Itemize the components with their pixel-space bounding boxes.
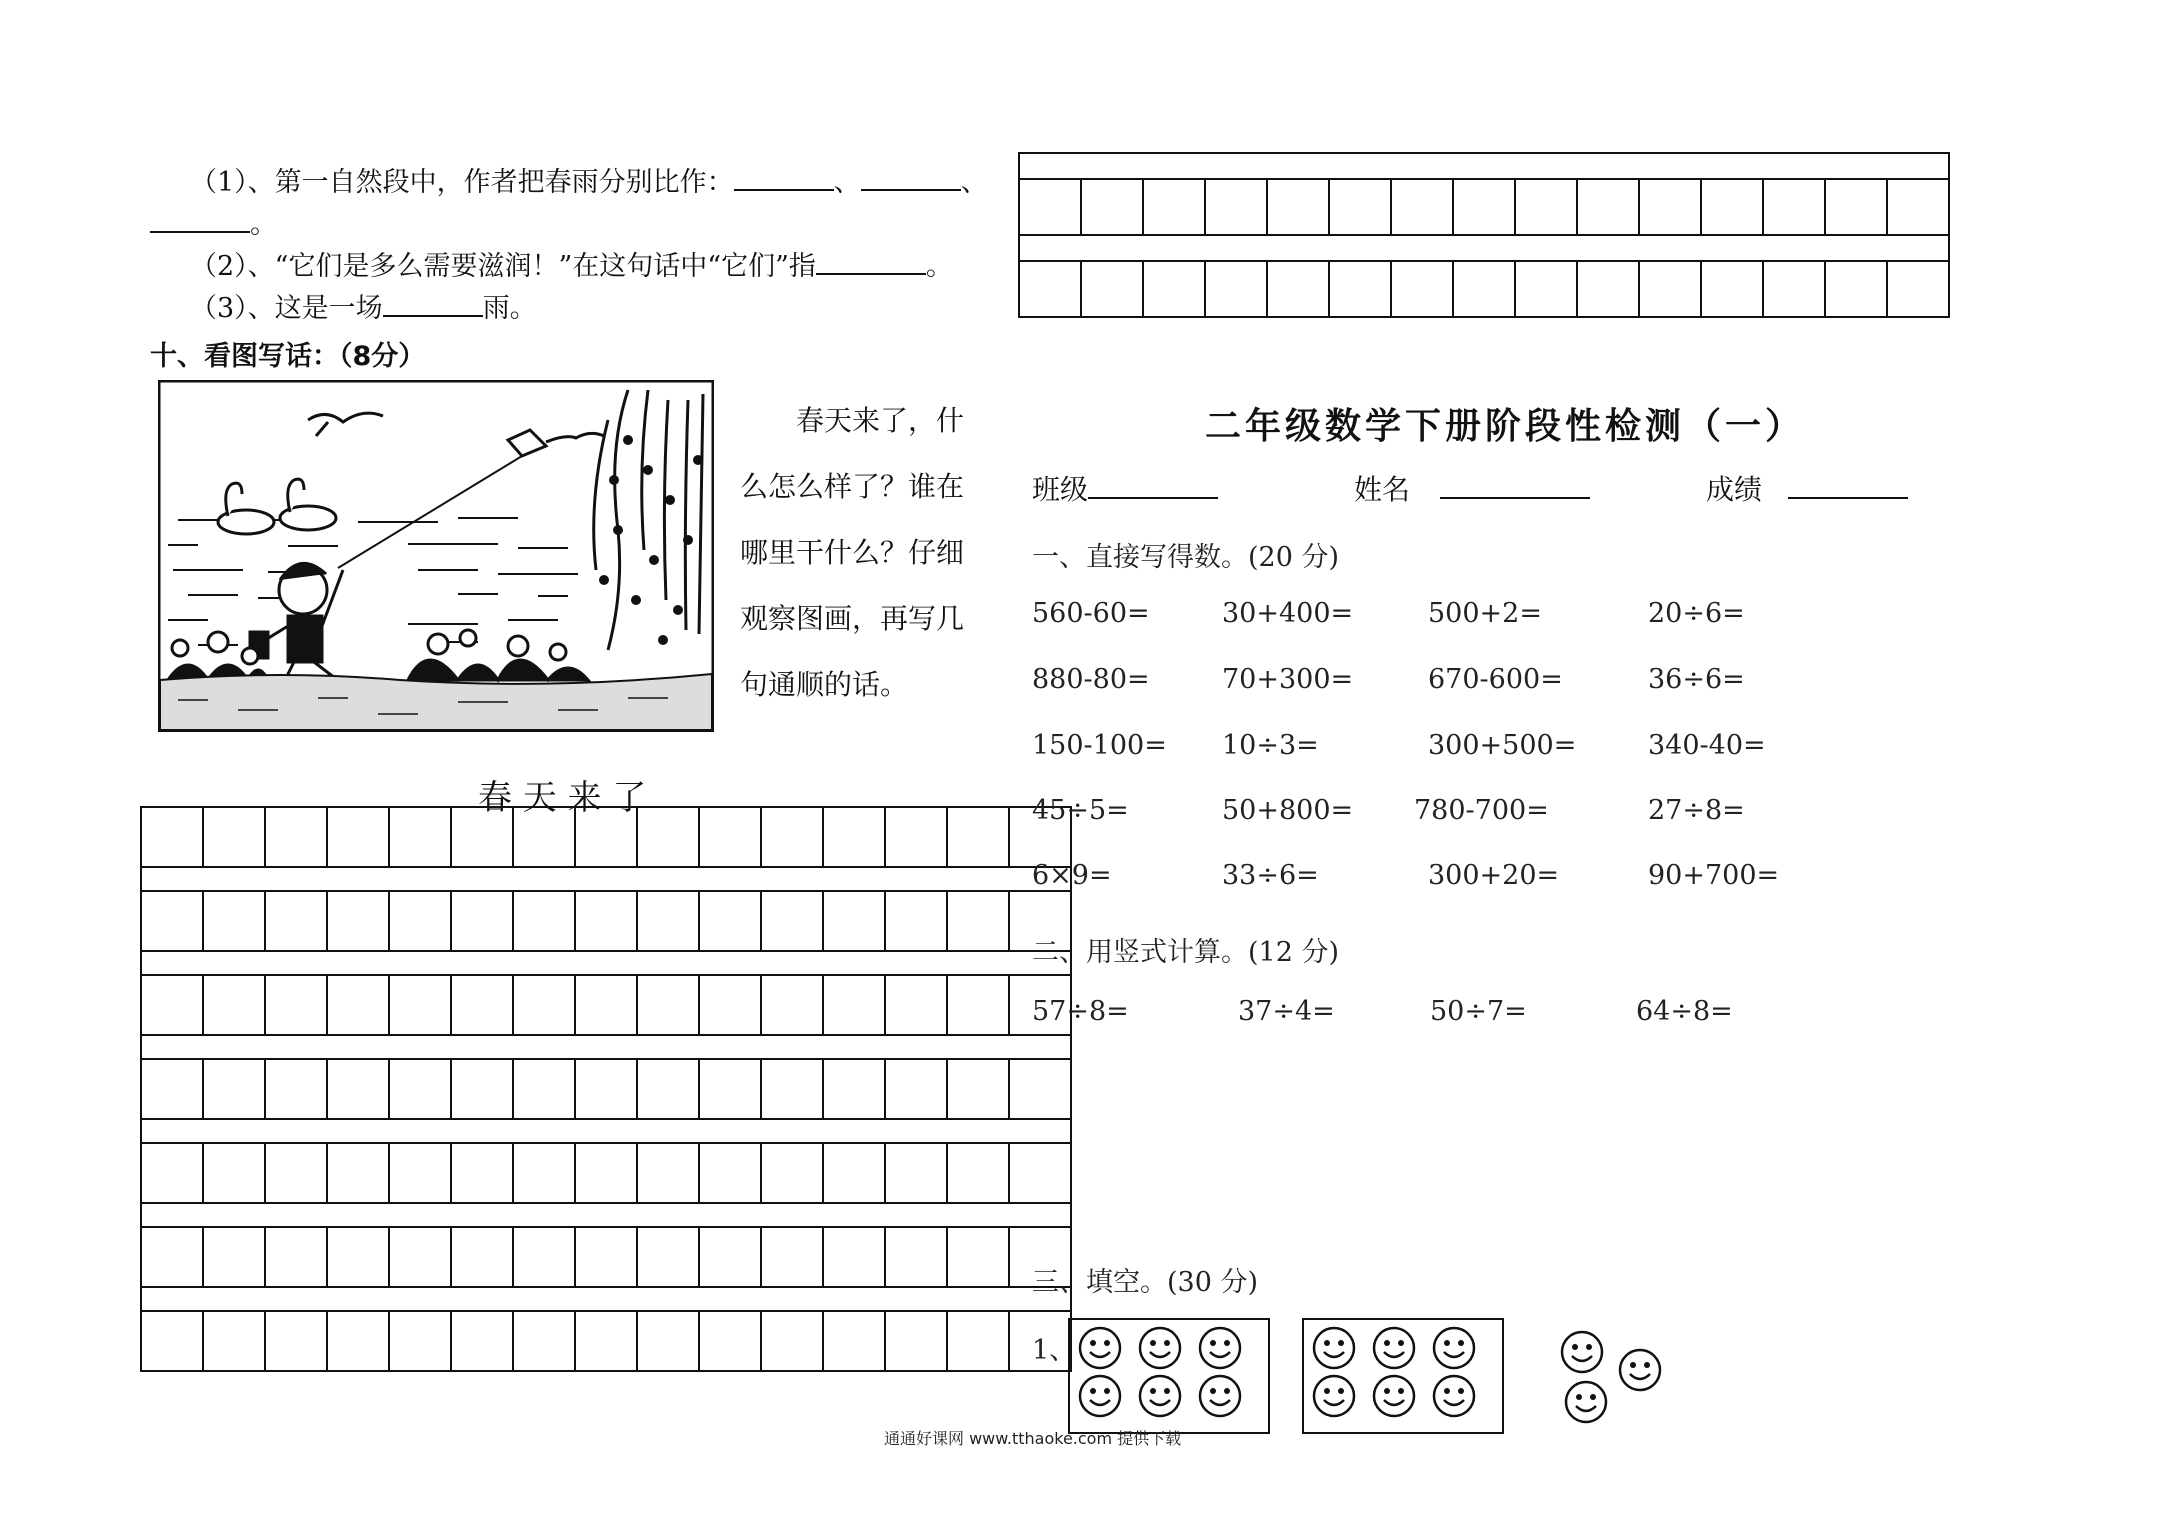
grid-cell[interactable] <box>1266 260 1330 318</box>
smiley-face-icon <box>1138 1374 1182 1422</box>
grid-cell[interactable] <box>202 1226 266 1288</box>
grid-cell[interactable] <box>884 1058 948 1120</box>
q1-blank-1[interactable] <box>734 163 834 191</box>
smiley-face-icon <box>1618 1348 1662 1396</box>
grid-cell[interactable] <box>140 890 204 952</box>
grid-cell[interactable] <box>760 1142 824 1204</box>
grid-cell[interactable] <box>450 974 514 1036</box>
grid-cell[interactable] <box>884 806 948 868</box>
q3-end: 雨。 <box>482 293 537 324</box>
grid-cell[interactable] <box>388 806 452 868</box>
direct-problem: 880-80= <box>1032 664 1150 695</box>
grid-cell[interactable] <box>140 1058 204 1120</box>
grid-cell[interactable] <box>636 890 700 952</box>
grid-cell[interactable] <box>822 890 886 952</box>
grid-cell[interactable] <box>760 1310 824 1372</box>
grid-cell[interactable] <box>1886 178 1950 236</box>
grid-cell[interactable] <box>140 1310 204 1372</box>
q1-sep1: 、 <box>833 167 861 198</box>
direct-problem: 10÷3= <box>1222 730 1319 761</box>
student-name-row <box>1354 468 1590 508</box>
student-score-row <box>1706 468 1908 508</box>
grid-cell[interactable] <box>760 974 824 1036</box>
grid-cell[interactable] <box>264 890 328 952</box>
grid-cell[interactable] <box>388 890 452 952</box>
grid-cell[interactable] <box>636 1226 700 1288</box>
grid-cell[interactable] <box>574 1142 638 1204</box>
q2-text: （2）、“它们是多么需要滋润！”在这句话中“它们”指 <box>190 251 816 282</box>
grid-cell[interactable] <box>512 1226 576 1288</box>
grid-cell[interactable] <box>946 1058 1010 1120</box>
grid-cell[interactable] <box>946 806 1010 868</box>
smiley-face-icon <box>1372 1374 1416 1422</box>
grid-cell[interactable] <box>264 1142 328 1204</box>
direct-problem: 340-40= <box>1648 730 1766 761</box>
direct-problem: 150-100= <box>1032 730 1167 761</box>
direct-problem: 780-700= <box>1414 795 1549 826</box>
grid-cell[interactable] <box>512 890 576 952</box>
grid-cell[interactable] <box>140 1142 204 1204</box>
grid-cell[interactable] <box>822 1058 886 1120</box>
smiley-face-icon <box>1198 1374 1242 1422</box>
grid-cell[interactable] <box>202 1058 266 1120</box>
grid-cell[interactable] <box>326 1310 390 1372</box>
kite-scene-illustration <box>158 380 714 732</box>
grid-row <box>140 1058 1072 1120</box>
grid-cell[interactable] <box>512 1142 576 1204</box>
grid-spacer-strip <box>140 1202 1072 1228</box>
grid-spacer-strip <box>1018 234 1950 262</box>
grid-cell[interactable] <box>388 1310 452 1372</box>
grid-cell[interactable] <box>698 806 762 868</box>
prompt-line-4: 观察图画，再写几 <box>740 602 965 635</box>
smiley-face-icon <box>1312 1326 1356 1374</box>
grid-cell[interactable] <box>140 806 204 868</box>
grid-cell[interactable] <box>388 1226 452 1288</box>
direct-problem: 6×9= <box>1032 860 1112 891</box>
grid-cell[interactable] <box>946 974 1010 1036</box>
grid-cell[interactable] <box>946 1226 1010 1288</box>
direct-problem: 90+700= <box>1648 860 1780 891</box>
grid-cell[interactable] <box>140 974 204 1036</box>
grid-cell[interactable] <box>1018 178 1082 236</box>
grid-cell[interactable] <box>760 806 824 868</box>
grid-row <box>140 1310 1072 1372</box>
prompt-line-1: 春天来了，什 <box>796 404 965 437</box>
vertical-problem-1: 57÷8= <box>1032 996 1129 1027</box>
grid-cell[interactable] <box>636 1058 700 1120</box>
smiley-face-icon <box>1372 1326 1416 1374</box>
vertical-problem-3: 50÷7= <box>1430 996 1527 1027</box>
q1-text: （1）、第一自然段中，作者把春雨分别比作： <box>190 167 734 198</box>
name-field[interactable] <box>1440 471 1590 499</box>
grid-cell[interactable] <box>512 806 576 868</box>
grid-cell[interactable] <box>450 1310 514 1372</box>
prompt-line-5: 句通顺的话。 <box>740 668 909 701</box>
grid-cell[interactable] <box>202 890 266 952</box>
grid-cell[interactable] <box>636 1310 700 1372</box>
grid-cell[interactable] <box>698 1310 762 1372</box>
grid-row <box>1018 260 1950 318</box>
grid-cell[interactable] <box>264 806 328 868</box>
grid-cell[interactable] <box>1638 260 1702 318</box>
smiley-face-icon <box>1560 1330 1604 1378</box>
section10-title: 十、看图写话：（8分） <box>150 341 426 372</box>
grid-cell[interactable] <box>1204 178 1268 236</box>
grid-cell[interactable] <box>1824 260 1888 318</box>
grid-cell[interactable] <box>512 1058 576 1120</box>
grid-cell[interactable] <box>946 1310 1010 1372</box>
grid-cell[interactable] <box>1390 178 1454 236</box>
direct-problem: 33÷6= <box>1222 860 1319 891</box>
smiley-face-icon <box>1078 1374 1122 1422</box>
grid-cell[interactable] <box>884 890 948 952</box>
grid-cell[interactable] <box>698 974 762 1036</box>
section1-title: 一、直接写得数。(20 分) <box>1032 542 1340 573</box>
grid-spacer-strip <box>140 950 1072 976</box>
grid-spacer-strip <box>140 1118 1072 1144</box>
grid-cell[interactable] <box>140 1226 204 1288</box>
grid-cell[interactable] <box>1142 178 1206 236</box>
q2-blank[interactable] <box>816 247 926 275</box>
grid-cell[interactable] <box>512 974 576 1036</box>
class-field[interactable] <box>1088 471 1218 499</box>
grid-cell[interactable] <box>1266 178 1330 236</box>
smiley-face-icon <box>1432 1326 1476 1374</box>
q1-sep2: 、 <box>960 167 988 198</box>
direct-problem: 300+20= <box>1428 860 1560 891</box>
q1-line1 <box>190 160 988 199</box>
grid-cell[interactable] <box>1008 1058 1072 1120</box>
grid-cell[interactable] <box>388 974 452 1036</box>
grid-cell[interactable] <box>822 974 886 1036</box>
grid-cell[interactable] <box>1328 178 1392 236</box>
grid-cell[interactable] <box>326 806 390 868</box>
grid-cell[interactable] <box>264 1058 328 1120</box>
grid-cell[interactable] <box>326 1226 390 1288</box>
prompt-line-3: 哪里干什么？仔细 <box>740 536 965 569</box>
grid-cell[interactable] <box>1390 260 1454 318</box>
prompt-line-2: 么怎么样了？谁在 <box>740 470 965 503</box>
grid-cell[interactable] <box>264 974 328 1036</box>
grid-cell[interactable] <box>1452 260 1516 318</box>
grid-cell[interactable] <box>1886 260 1950 318</box>
grid-cell[interactable] <box>1762 178 1826 236</box>
grid-cell[interactable] <box>884 974 948 1036</box>
grid-spacer-strip <box>140 866 1072 892</box>
page-footer: 通通好课网 www.tthaoke.com 提供下载 <box>884 1429 1182 1448</box>
grid-spacer-strip <box>140 1034 1072 1060</box>
grid-cell[interactable] <box>636 1142 700 1204</box>
direct-problem: 36÷6= <box>1648 664 1745 695</box>
grid-cell[interactable] <box>388 1058 452 1120</box>
grid-cell[interactable] <box>822 806 886 868</box>
direct-problem: 50+800= <box>1222 795 1354 826</box>
grid-cell[interactable] <box>884 1310 948 1372</box>
grid-cell[interactable] <box>574 1226 638 1288</box>
grid-cell[interactable] <box>698 1142 762 1204</box>
grid-cell[interactable] <box>1576 260 1640 318</box>
grid-cell[interactable] <box>574 806 638 868</box>
grid-cell[interactable] <box>450 890 514 952</box>
kite-picture <box>158 380 714 732</box>
grid-cell[interactable] <box>1514 260 1578 318</box>
grid-cell[interactable] <box>1514 178 1578 236</box>
grid-row <box>1018 178 1950 236</box>
grid-cell[interactable] <box>450 1142 514 1204</box>
q1-blank-2[interactable] <box>861 163 961 191</box>
grid-cell[interactable] <box>1452 178 1516 236</box>
score-field[interactable] <box>1788 471 1908 499</box>
name-label: 姓名 <box>1354 473 1411 506</box>
grid-cell[interactable] <box>822 1226 886 1288</box>
grid-row <box>140 890 1072 952</box>
direct-problem: 500+2= <box>1428 598 1542 629</box>
q2-end: 。 <box>925 251 953 282</box>
smiley-face-icon <box>1432 1374 1476 1422</box>
grid-cell[interactable] <box>698 1226 762 1288</box>
grid-cell[interactable] <box>574 974 638 1036</box>
grid-cell[interactable] <box>760 890 824 952</box>
vertical-problem-4: 64÷8= <box>1636 996 1733 1027</box>
grid-cell[interactable] <box>450 1226 514 1288</box>
grid-cell[interactable] <box>574 890 638 952</box>
grid-cell[interactable] <box>946 1142 1010 1204</box>
grid-spacer-strip <box>1018 152 1950 180</box>
direct-problem: 20÷6= <box>1648 598 1745 629</box>
grid-row <box>140 974 1072 1036</box>
direct-problem: 670-600= <box>1428 664 1563 695</box>
grid-spacer-strip <box>140 1286 1072 1312</box>
writing-prompt <box>740 388 964 718</box>
grid-cell[interactable] <box>1576 178 1640 236</box>
grid-cell[interactable] <box>698 890 762 952</box>
smiley-face-icon <box>1564 1380 1608 1428</box>
direct-problem: 30+400= <box>1222 598 1354 629</box>
grid-cell[interactable] <box>1080 260 1144 318</box>
grid-cell[interactable] <box>388 1142 452 1204</box>
grid-cell[interactable] <box>884 1226 948 1288</box>
grid-cell[interactable] <box>698 1058 762 1120</box>
q3-line <box>190 286 537 325</box>
grid-cell[interactable] <box>822 1310 886 1372</box>
grid-cell[interactable] <box>264 1310 328 1372</box>
q1-line2 <box>150 202 277 241</box>
class-label: 班级 <box>1032 473 1089 506</box>
direct-problem: 560-60= <box>1032 598 1150 629</box>
grid-cell[interactable] <box>946 890 1010 952</box>
grid-cell[interactable] <box>450 1058 514 1120</box>
grid-cell[interactable] <box>1080 178 1144 236</box>
grid-cell[interactable] <box>202 806 266 868</box>
grid-cell[interactable] <box>636 974 700 1036</box>
smiley-face-icon <box>1312 1374 1356 1422</box>
direct-problem: 45÷5= <box>1032 795 1129 826</box>
grid-cell[interactable] <box>574 1058 638 1120</box>
q3-text: （3）、这是一场 <box>190 293 383 324</box>
section3-title: 三、填空。(30 分) <box>1032 1267 1259 1298</box>
grid-cell[interactable] <box>1700 260 1764 318</box>
q1-blank-3[interactable] <box>150 205 250 233</box>
q1-end: 。 <box>250 209 277 240</box>
direct-problem: 300+500= <box>1428 730 1577 761</box>
grid-cell[interactable] <box>202 1142 266 1204</box>
grid-cell[interactable] <box>822 1142 886 1204</box>
grid-cell[interactable] <box>1638 178 1702 236</box>
student-info-row <box>1032 468 1218 508</box>
grid-row <box>140 806 1072 868</box>
grid-cell[interactable] <box>450 806 514 868</box>
fill-q1-label: 1、 <box>1032 1335 1077 1366</box>
grid-row <box>140 1142 1072 1204</box>
grid-cell[interactable] <box>1762 260 1826 318</box>
direct-problem: 70+300= <box>1222 664 1354 695</box>
q2-line <box>190 244 953 283</box>
grid-cell[interactable] <box>1700 178 1764 236</box>
grid-cell[interactable] <box>264 1226 328 1288</box>
grid-cell[interactable] <box>884 1142 948 1204</box>
grid-cell[interactable] <box>1328 260 1392 318</box>
grid-cell[interactable] <box>512 1310 576 1372</box>
direct-problem: 27÷8= <box>1648 795 1745 826</box>
grid-cell[interactable] <box>636 806 700 868</box>
math-test-title: 二年级数学下册阶段性检测（一） <box>1205 406 1806 447</box>
grid-cell[interactable] <box>1018 260 1082 318</box>
smiley-face-icon <box>1078 1326 1122 1374</box>
smiley-face-icon <box>1138 1326 1182 1374</box>
grid-cell[interactable] <box>326 1058 390 1120</box>
score-label: 成绩 <box>1706 473 1763 506</box>
grid-cell[interactable] <box>202 1310 266 1372</box>
smiley-face-icon <box>1198 1326 1242 1374</box>
grid-cell[interactable] <box>326 1142 390 1204</box>
grid-cell[interactable] <box>202 974 266 1036</box>
grid-cell[interactable] <box>574 1310 638 1372</box>
essay-title: 春 天 来 了 <box>478 778 647 818</box>
grid-cell[interactable] <box>326 890 390 952</box>
section2-title: 二、用竖式计算。(12 分) <box>1032 937 1340 968</box>
grid-cell[interactable] <box>1204 260 1268 318</box>
grid-cell[interactable] <box>1008 1142 1072 1204</box>
q3-blank[interactable] <box>383 289 483 317</box>
grid-row <box>140 1226 1072 1288</box>
grid-cell[interactable] <box>760 1226 824 1288</box>
grid-cell[interactable] <box>760 1058 824 1120</box>
vertical-problem-2: 37÷4= <box>1238 996 1335 1027</box>
grid-cell[interactable] <box>1142 260 1206 318</box>
grid-cell[interactable] <box>326 974 390 1036</box>
grid-cell[interactable] <box>1824 178 1888 236</box>
